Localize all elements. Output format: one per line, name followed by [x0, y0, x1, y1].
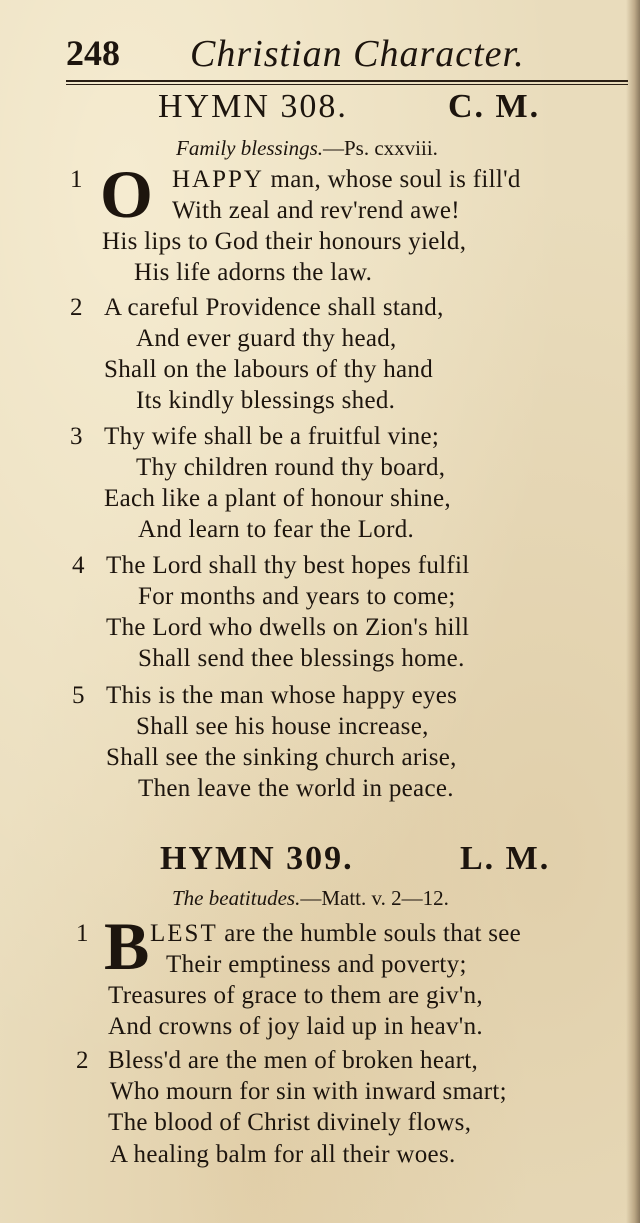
verse-line — [172, 166, 521, 197]
line-text: are the humble souls that see — [217, 920, 522, 947]
page-number: 248 — [66, 33, 120, 73]
verse-line: The Lord shall thy best hopes fulfil — [106, 552, 470, 579]
header-rule — [66, 80, 628, 85]
hymn-meter: L. M. — [460, 840, 551, 877]
hymn-number: HYMN 308. — [158, 88, 348, 125]
running-head — [66, 28, 626, 78]
verse-line: A careful Providence shall stand, — [104, 294, 444, 321]
verse-number: 2 — [76, 1047, 89, 1074]
verse-line: The blood of Christ divinely flows, — [108, 1109, 472, 1136]
verse-line: Bless'd are the men of broken heart, — [108, 1047, 479, 1074]
verse-number: 1 — [70, 166, 83, 193]
page-edge — [626, 0, 640, 1223]
verse-line: His life adorns the law. — [134, 259, 373, 286]
verse-number: 2 — [70, 294, 83, 321]
scripture-reference: —Matt. v. 2—12. — [300, 886, 449, 910]
verse-line: Shall send thee blessings home. — [138, 645, 465, 672]
verse-line: And ever guard thy head, — [136, 325, 397, 352]
verse-line: The Lord who dwells on Zion's hill — [106, 614, 470, 641]
verse-line: Treasures of grace to them are giv'n, — [108, 982, 483, 1009]
verse-line: This is the man whose happy eyes — [106, 682, 458, 709]
verse-number: 1 — [76, 920, 89, 947]
hymn-309-subtitle — [172, 886, 449, 912]
hymn-308-subtitle — [176, 136, 438, 162]
verse-line: Then leave the world in peace. — [138, 775, 454, 802]
drop-cap: B — [104, 908, 150, 984]
verse-number: 4 — [72, 552, 85, 579]
verse-line: Shall on the labours of thy hand — [104, 356, 433, 383]
verse-line: Shall see the sinking church arise, — [106, 744, 457, 771]
verse-line: With zeal and rev'rend awe! — [172, 197, 460, 224]
hymn-309-heading — [0, 840, 640, 884]
verse-line: Thy wife shall be a fruitful vine; — [104, 423, 440, 450]
verse-line: Their emptiness and poverty; — [166, 951, 467, 978]
hymn-meter: C. M. — [448, 88, 541, 125]
line-text: man, whose soul is fill'd — [263, 166, 521, 193]
hymn-theme: The beatitudes. — [172, 886, 301, 910]
first-word: LEST — [150, 920, 218, 947]
verse-line: A healing balm for all their woes. — [110, 1141, 456, 1168]
verse-line: Shall see his house increase, — [136, 713, 429, 740]
drop-cap: O — [100, 156, 153, 232]
verse-line: Thy children round thy board, — [136, 454, 446, 481]
running-title: Christian Character. — [190, 33, 525, 75]
hymn-theme: Family blessings. — [176, 136, 323, 160]
verse-number: 5 — [72, 682, 85, 709]
verse-line: And learn to fear the Lord. — [138, 516, 415, 543]
first-word: HAPPY — [172, 166, 264, 193]
verse-number: 3 — [70, 423, 83, 450]
hymn-number: HYMN 309. — [160, 840, 354, 877]
scripture-reference: —Ps. cxxviii. — [323, 136, 438, 160]
hymn-308-heading — [0, 88, 640, 132]
verse-line: His lips to God their honours yield, — [102, 228, 467, 255]
verse-line: Each like a plant of honour shine, — [104, 485, 451, 512]
verse-line: Who mourn for sin with inward smart; — [110, 1078, 507, 1105]
verse-line: And crowns of joy laid up in heav'n. — [108, 1013, 483, 1040]
verse-line: Its kindly blessings shed. — [136, 387, 396, 414]
verse-line — [150, 920, 521, 951]
verse-line: For months and years to come; — [138, 583, 456, 610]
